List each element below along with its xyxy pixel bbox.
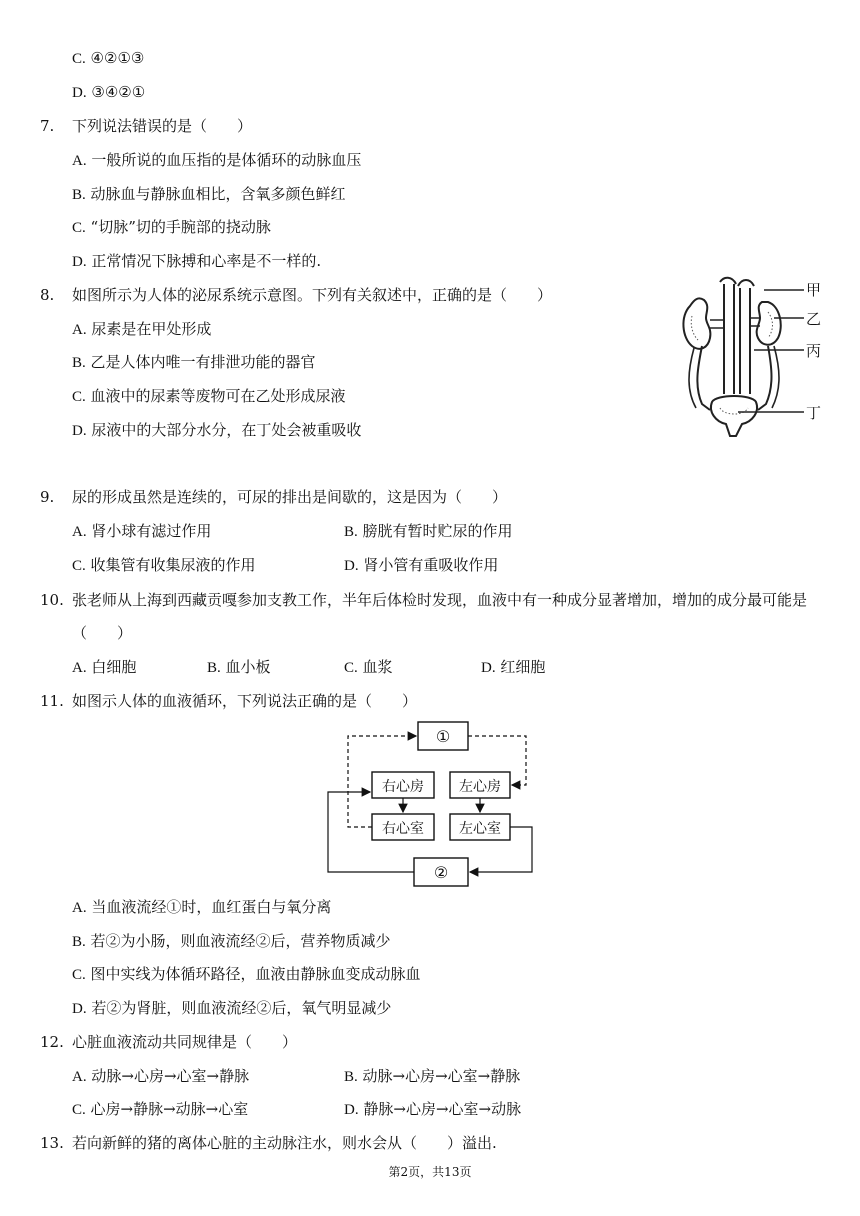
question-stem: 张老师从上海到西藏贡嘎参加支教工作，半年后体检时发现，血液中有一种成分显著增加，增加的成分最可能是 <box>72 591 808 609</box>
option-a: A. 白细胞 <box>72 658 137 676</box>
option-d: D. 尿液中的大部分水分，在丁处会被重吸收 <box>72 421 362 439</box>
option-c: C. 血液中的尿素等废物可在乙处形成尿液 <box>72 387 346 405</box>
option-c: C. 收集管有收集尿液的作用 <box>72 556 256 574</box>
label-yi: 乙 <box>806 310 822 328</box>
question-stem: 尿的形成虽然是连续的，可尿的排出是间歇的，这是因为（ ） <box>72 488 508 506</box>
urinary-system-figure <box>676 276 826 446</box>
question-number: 8. <box>40 286 55 304</box>
blood-circulation-diagram <box>320 716 540 888</box>
option-b: B. 血小板 <box>207 658 271 676</box>
question-stem-continued: （ ） <box>72 624 133 642</box>
option-c: C. 心房→静脉→动脉→心室 <box>72 1100 249 1118</box>
option-d: D. 红细胞 <box>481 658 546 676</box>
page-footer: 第2页，共13页 <box>388 1165 472 1179</box>
question-stem: 如图所示为人体的泌尿系统示意图。下列有关叙述中，正确的是（ ） <box>72 286 553 304</box>
label-ding: 丁 <box>806 404 822 422</box>
question-number: 9. <box>40 488 55 506</box>
question-number: 12. <box>40 1033 64 1051</box>
left-atrium-label: 左心房 <box>459 779 501 795</box>
label-jia: 甲 <box>806 281 822 299</box>
option-c: C. 图中实线为体循环路径，血液由静脉血变成动脉血 <box>72 965 421 983</box>
option-a: A. 动脉→心房→心室→静脉 <box>72 1067 250 1085</box>
option-c: C. “切脉”切的手腕部的挠动脉 <box>72 218 271 236</box>
left-kidney-shape <box>683 298 710 348</box>
question-number: 10. <box>40 591 64 609</box>
bladder-shape <box>711 396 757 436</box>
option-b: B. 动脉血与静脉血相比，含氧多颜色鲜红 <box>72 185 346 203</box>
option-c: C. ④②①③ <box>72 49 145 67</box>
left-ventricle-label: 左心室 <box>459 821 501 837</box>
question-number: 7. <box>40 117 55 135</box>
right-ventricle-label: 右心室 <box>382 821 424 837</box>
option-c: C. 血浆 <box>344 658 393 676</box>
question-stem: 心脏血液流动共同规律是（ ） <box>72 1033 298 1051</box>
option-a: A. 肾小球有滤过作用 <box>72 522 212 540</box>
question-stem: 若向新鲜的猪的离体心脏的主动脉注水，则水会从（ ）溢出. <box>72 1134 497 1152</box>
question-stem: 下列说法错误的是（ ） <box>72 117 253 135</box>
question-stem: 如图示人体的血液循环，下列说法正确的是（ ） <box>72 692 418 710</box>
right-kidney-shape <box>757 302 781 345</box>
question-number: 11. <box>40 692 64 710</box>
option-a: A. 一般所说的血压指的是体循环的动脉血压 <box>72 151 362 169</box>
box-1-label: ① <box>435 727 451 746</box>
option-d: D. 若②为肾脏，则血液流经②后，氧气明显减少 <box>72 999 392 1017</box>
right-atrium-label: 右心房 <box>382 779 424 795</box>
option-b: B. 膀胱有暂时贮尿的作用 <box>344 522 513 540</box>
option-d: D. 静脉→心房→心室→动脉 <box>344 1100 522 1118</box>
option-b: B. 动脉→心房→心室→静脉 <box>344 1067 521 1085</box>
option-a: A. 当血液流经①时，血红蛋白与氧分离 <box>72 898 332 916</box>
question-number: 13. <box>40 1134 64 1152</box>
label-bing: 丙 <box>806 342 822 360</box>
option-a: A. 尿素是在甲处形成 <box>72 320 212 338</box>
option-d: D. ③④②① <box>72 83 146 101</box>
option-b: B. 乙是人体内唯一有排泄功能的器官 <box>72 353 316 371</box>
box-2-label: ② <box>433 863 449 882</box>
option-d: D. 正常情况下脉搏和心率是不一样的. <box>72 252 322 270</box>
option-d: D. 肾小管有重吸收作用 <box>344 556 499 574</box>
option-b: B. 若②为小肠，则血液流经②后，营养物质减少 <box>72 932 391 950</box>
